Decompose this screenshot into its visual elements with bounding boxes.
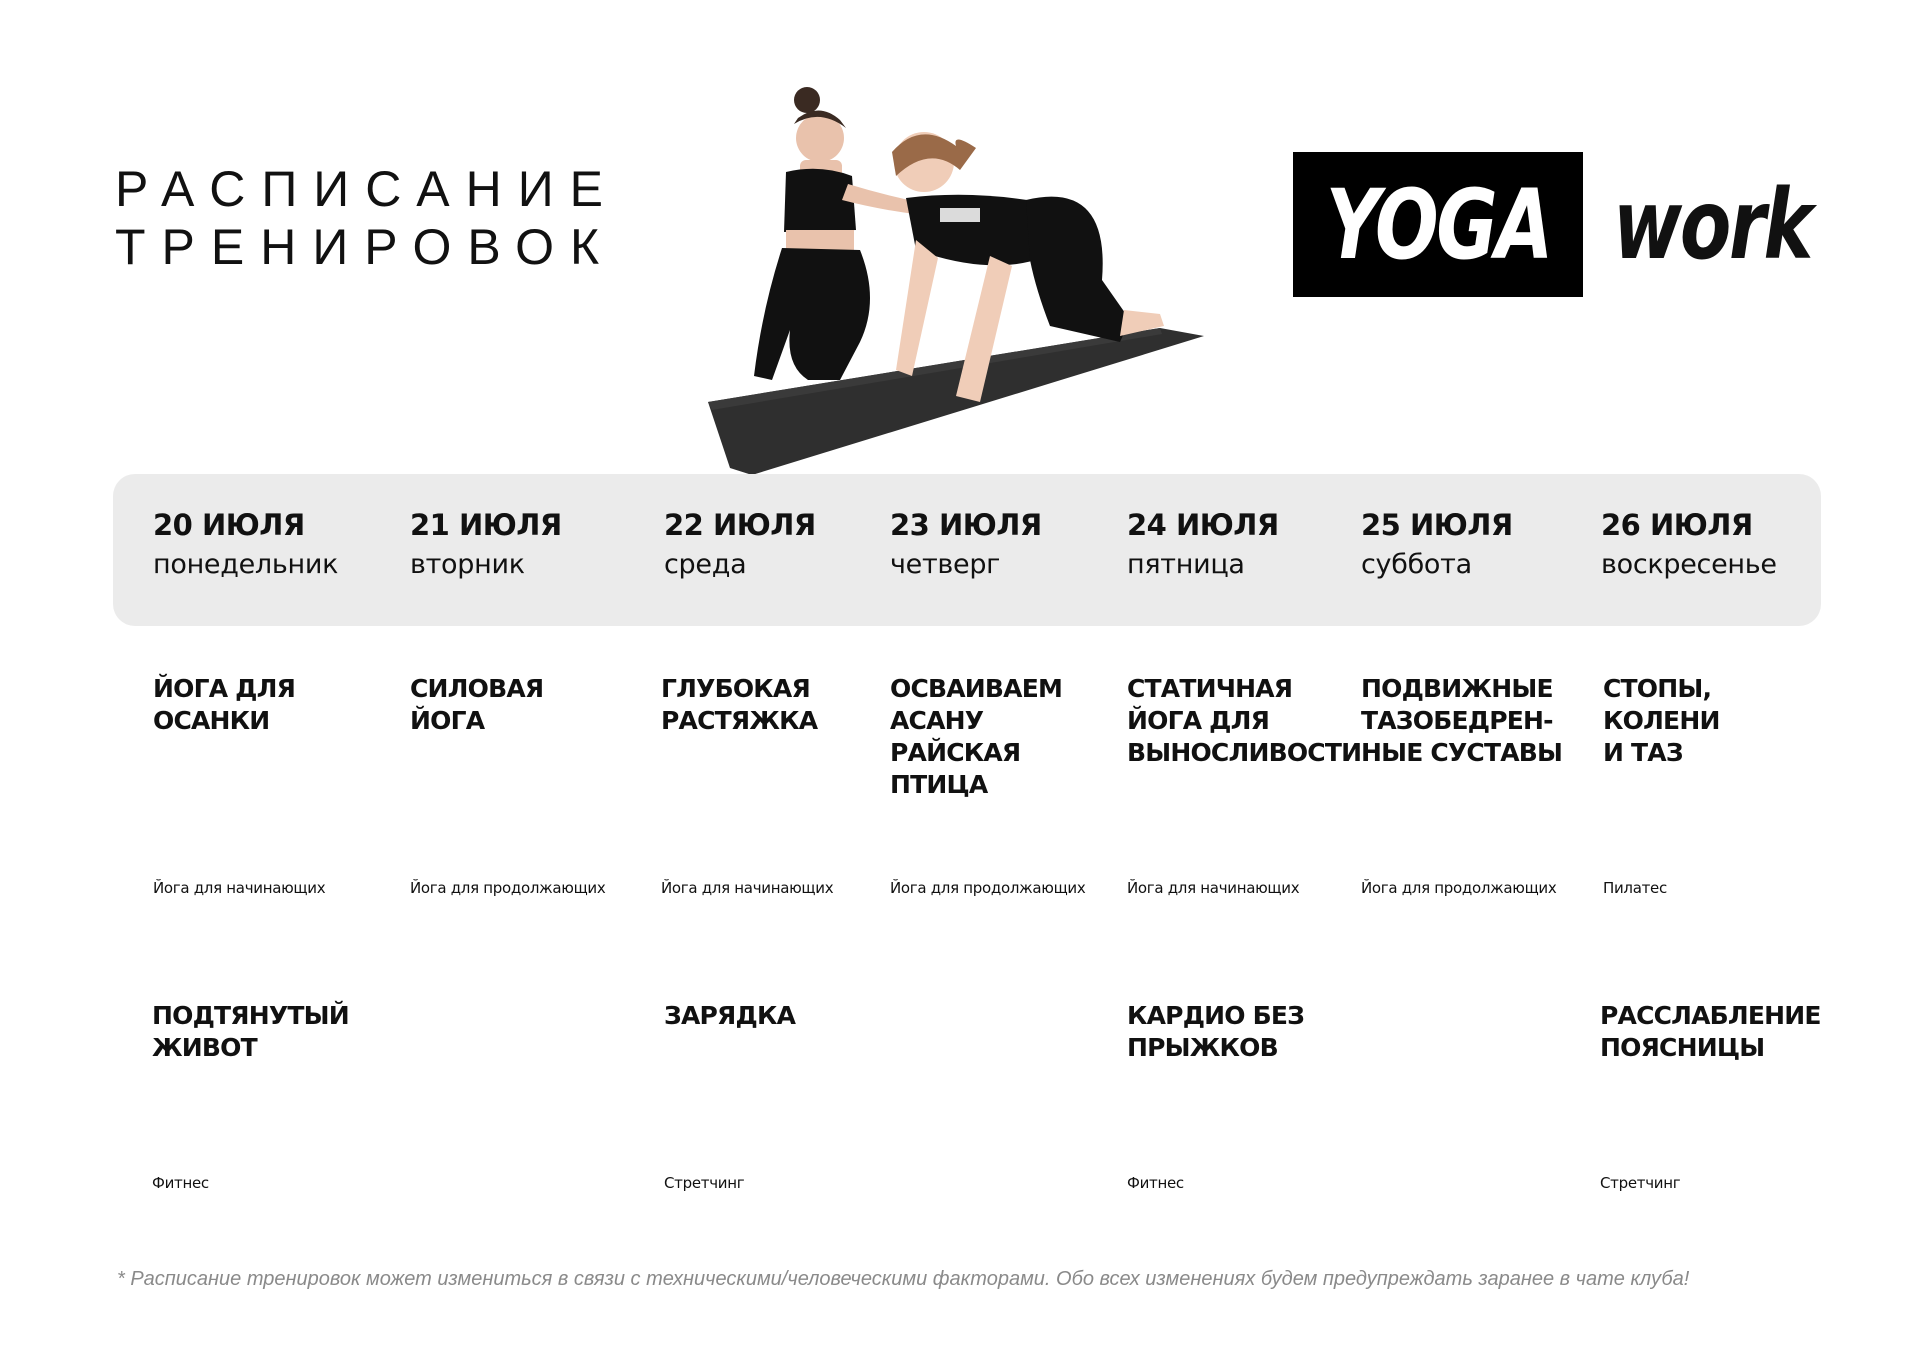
class-category: Йога для начинающих	[153, 879, 326, 897]
brand-logo	[1293, 152, 1867, 297]
yoga-photo	[690, 80, 1210, 475]
class-category: Пилатес	[1603, 879, 1667, 897]
class-category: Фитнес	[152, 1174, 209, 1192]
day-date: 21 ИЮЛЯ	[410, 508, 562, 542]
page-title-line-1: РАСПИСАНИЕ	[115, 161, 619, 217]
class-title: ОСВАИВАЕМ АСАНУ РАЙСКАЯ ПТИЦА	[890, 674, 1063, 799]
page-title	[115, 160, 619, 276]
class-category: Фитнес	[1127, 1174, 1184, 1192]
day-weekday: среда	[664, 549, 747, 580]
class-category: Йога для начинающих	[1127, 879, 1300, 897]
class-title: ЗАРЯДКА	[664, 1001, 796, 1030]
class-title: СИЛОВАЯ ЙОГА	[410, 674, 544, 735]
class-category: Йога для начинающих	[661, 879, 834, 897]
class-title: РАССЛАБЛЕНИЕ ПОЯСНИЦЫ	[1600, 1001, 1821, 1062]
class-category: Йога для продолжающих	[1361, 879, 1557, 897]
class-category: Йога для продолжающих	[410, 879, 606, 897]
class-title: КАРДИО БЕЗ ПРЫЖКОВ	[1127, 1001, 1305, 1062]
day-header-fri	[1127, 505, 1279, 585]
day-weekday: понедельник	[153, 549, 339, 580]
instructor-legs	[754, 248, 870, 380]
day-weekday: вторник	[410, 549, 525, 580]
class-category: Стретчинг	[664, 1174, 745, 1192]
day-date: 22 ИЮЛЯ	[664, 508, 816, 542]
day-date: 20 ИЮЛЯ	[153, 508, 305, 542]
class-title: СТАТИЧНАЯ ЙОГА ДЛЯ ВЫНОСЛИВОСТИ	[1127, 674, 1362, 767]
logo-box-text: YOGA	[1325, 168, 1551, 281]
day-date: 24 ИЮЛЯ	[1127, 508, 1279, 542]
page-title-line-2: ТРЕНИРОВОК	[115, 219, 616, 275]
day-weekday: четверг	[890, 549, 1001, 580]
logo-word	[1613, 169, 1867, 281]
class-category: Йога для продолжающих	[890, 879, 1086, 897]
day-date: 25 ИЮЛЯ	[1361, 508, 1513, 542]
day-weekday: суббота	[1361, 549, 1472, 580]
logo-box	[1293, 152, 1583, 297]
class-title: ГЛУБОКАЯ РАСТЯЖКА	[661, 674, 818, 735]
day-header-mon	[153, 505, 338, 585]
day-header-sat	[1361, 505, 1513, 585]
logo-word-text: work	[1613, 168, 1811, 281]
class-title: ПОДВИЖНЫЕ ТАЗОБЕДРЕН- НЫЕ СУСТАВЫ	[1361, 674, 1563, 767]
class-title: ПОДТЯНУТЫЙ ЖИВОТ	[152, 1001, 349, 1062]
student-legs	[1026, 197, 1130, 342]
class-title: СТОПЫ, КОЛЕНИ И ТАЗ	[1603, 674, 1720, 767]
day-header-tue	[410, 505, 562, 585]
day-header-sun	[1601, 505, 1777, 585]
day-weekday: пятница	[1127, 549, 1245, 580]
day-date: 23 ИЮЛЯ	[890, 508, 1042, 542]
day-date: 26 ИЮЛЯ	[1601, 508, 1753, 542]
schedule-footnote: * Расписание тренировок может измениться в связи с техническими/человеческими факторами. Обо всех изменениях будем предупреждать заранее в чате клуба!	[117, 1268, 1690, 1290]
class-category: Стретчинг	[1600, 1174, 1681, 1192]
day-header-thu	[890, 505, 1042, 585]
day-weekday: воскресенье	[1601, 549, 1777, 580]
class-title: ЙОГА ДЛЯ ОСАНКИ	[153, 674, 296, 735]
day-header-wed	[664, 505, 816, 585]
